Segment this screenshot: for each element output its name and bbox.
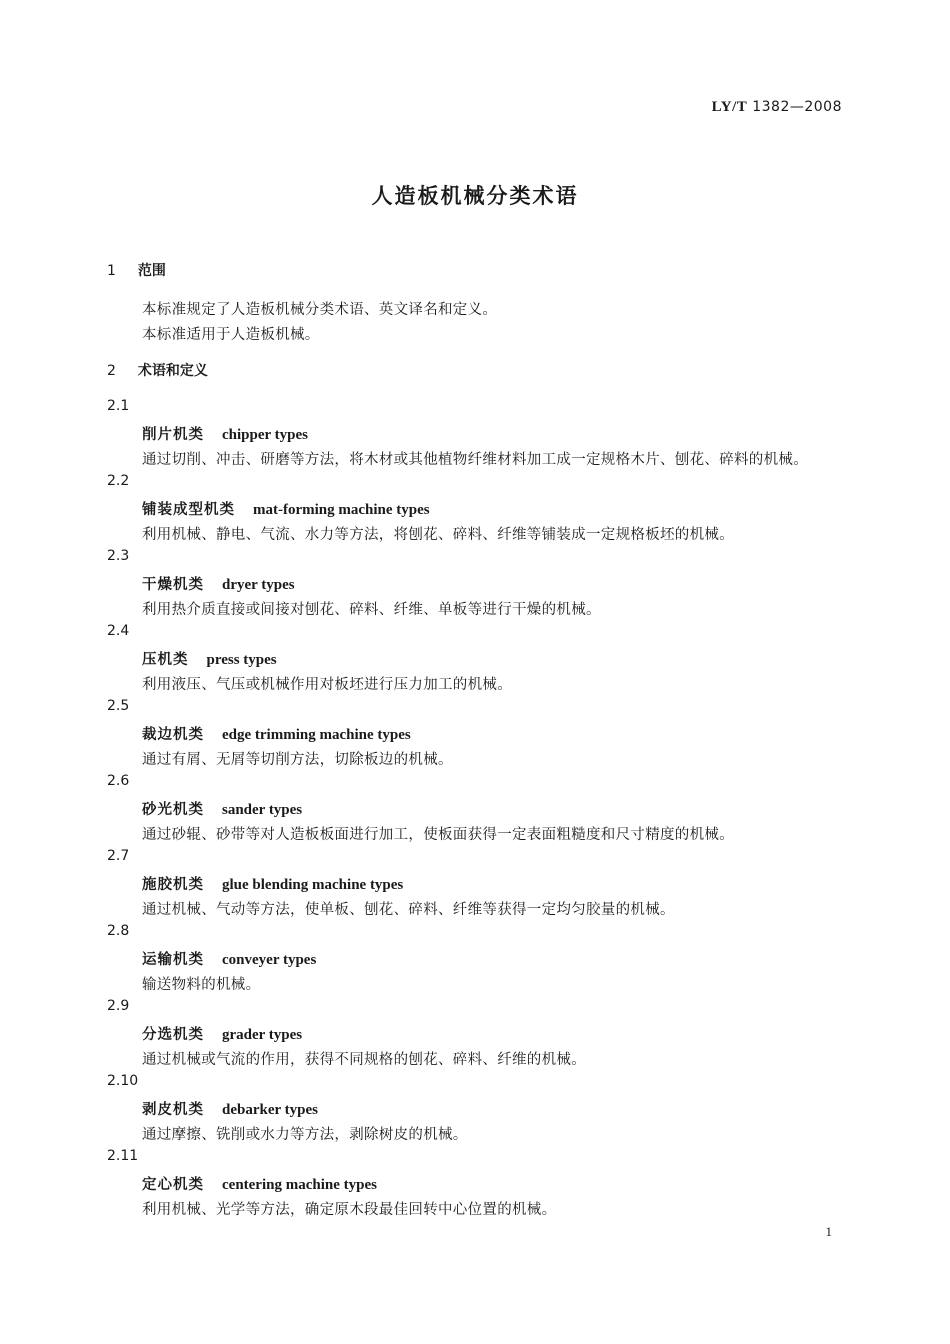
term-definition: 输送物料的机械。 (142, 977, 261, 993)
term-en: mat-forming machine types (253, 502, 430, 518)
term-name (142, 873, 403, 894)
term-entry (0, 398, 950, 473)
standard-code-prefix: LY/T (711, 99, 748, 115)
scope-paragraph-1: 本标准规定了人造板机械分类术语、英文译名和定义。 (142, 302, 498, 318)
term-en: centering machine types (222, 1177, 377, 1193)
term-en: sander types (222, 802, 303, 818)
term-entry (0, 473, 950, 548)
term-entry (0, 548, 950, 623)
term-name (142, 573, 295, 594)
standard-code-number: 1382—2008 (752, 99, 842, 115)
term-zh: 裁边机类 (142, 727, 204, 743)
section-heading-scope (107, 260, 166, 280)
term-definition: 利用机械、静电、气流、水力等方法，将刨花、碎料、纤维等铺装成一定规格板坯的机械。 (142, 527, 734, 543)
term-en: edge trimming machine types (222, 727, 411, 743)
term-definition: 利用液压、气压或机械作用对板坯进行压力加工的机械。 (142, 677, 512, 693)
term-zh: 压机类 (142, 652, 189, 668)
term-entry (0, 623, 950, 698)
term-entry (0, 1073, 950, 1148)
scope-paragraph-2: 本标准适用于人造板机械。 (142, 327, 320, 343)
term-number: 2.1 (107, 398, 130, 414)
term-zh: 施胶机类 (142, 877, 204, 893)
term-en: conveyer types (222, 952, 317, 968)
term-number: 2.6 (107, 773, 130, 789)
term-en: glue blending machine types (222, 877, 404, 893)
term-name (142, 798, 302, 819)
standard-code (712, 99, 842, 116)
term-zh: 削片机类 (142, 427, 204, 443)
term-definition: 利用热介质直接或间接对刨花、碎料、纤维、单板等进行干燥的机械。 (142, 602, 601, 618)
term-definition: 通过机械、气动等方法，使单板、刨花、碎料、纤维等获得一定均匀胶量的机械。 (142, 902, 675, 918)
term-name (142, 1023, 302, 1044)
section-number: 1 (107, 263, 116, 279)
term-zh: 定心机类 (142, 1177, 204, 1193)
term-entry (0, 1148, 950, 1223)
term-zh: 干燥机类 (142, 577, 204, 593)
document-title: 人造板机械分类术语 (371, 184, 579, 208)
term-zh: 砂光机类 (142, 802, 204, 818)
term-entry (0, 848, 950, 923)
term-number: 2.2 (107, 473, 130, 489)
term-entry (0, 773, 950, 848)
page-number: 1 (825, 1224, 832, 1239)
term-entry (0, 923, 950, 998)
section-title: 术语和定义 (137, 363, 208, 379)
term-name (142, 1098, 318, 1119)
term-definition: 利用机械、光学等方法，确定原木段最佳回转中心位置的机械。 (142, 1202, 557, 1218)
section-heading-terms (107, 360, 208, 380)
section-number: 2 (107, 363, 116, 379)
term-en: press types (206, 652, 277, 668)
term-zh: 铺装成型机类 (142, 502, 235, 518)
term-en: debarker types (222, 1102, 318, 1118)
term-en: chipper types (222, 427, 308, 443)
term-number: 2.5 (107, 698, 130, 714)
term-definition: 通过摩擦、铣削或水力等方法，剥除树皮的机械。 (142, 1127, 468, 1143)
term-name (142, 648, 277, 669)
section-title: 范围 (137, 263, 166, 279)
term-number: 2.3 (107, 548, 130, 564)
term-entry (0, 998, 950, 1073)
term-zh: 运输机类 (142, 952, 204, 968)
term-number: 2.10 (107, 1073, 139, 1089)
term-definition: 通过有屑、无屑等切削方法，切除板边的机械。 (142, 752, 453, 768)
term-name (142, 723, 411, 744)
term-definition: 通过切削、冲击、研磨等方法，将木材或其他植物纤维材料加工成一定规格木片、刨花、碎料的机械。 (142, 452, 808, 468)
term-definition: 通过机械或气流的作用，获得不同规格的刨花、碎料、纤维的机械。 (142, 1052, 586, 1068)
term-en: grader types (222, 1027, 303, 1043)
term-name (142, 1173, 377, 1194)
term-zh: 分选机类 (142, 1027, 204, 1043)
term-en: dryer types (222, 577, 295, 593)
term-name (142, 948, 316, 969)
term-number: 2.4 (107, 623, 130, 639)
term-entry (0, 698, 950, 773)
term-name (142, 498, 430, 519)
term-number: 2.11 (107, 1148, 139, 1164)
term-definition: 通过砂辊、砂带等对人造板板面进行加工，使板面获得一定表面粗糙度和尺寸精度的机械。 (142, 827, 734, 843)
term-number: 2.8 (107, 923, 130, 939)
term-zh: 剥皮机类 (142, 1102, 204, 1118)
term-number: 2.9 (107, 998, 130, 1014)
term-name (142, 423, 308, 444)
term-number: 2.7 (107, 848, 130, 864)
